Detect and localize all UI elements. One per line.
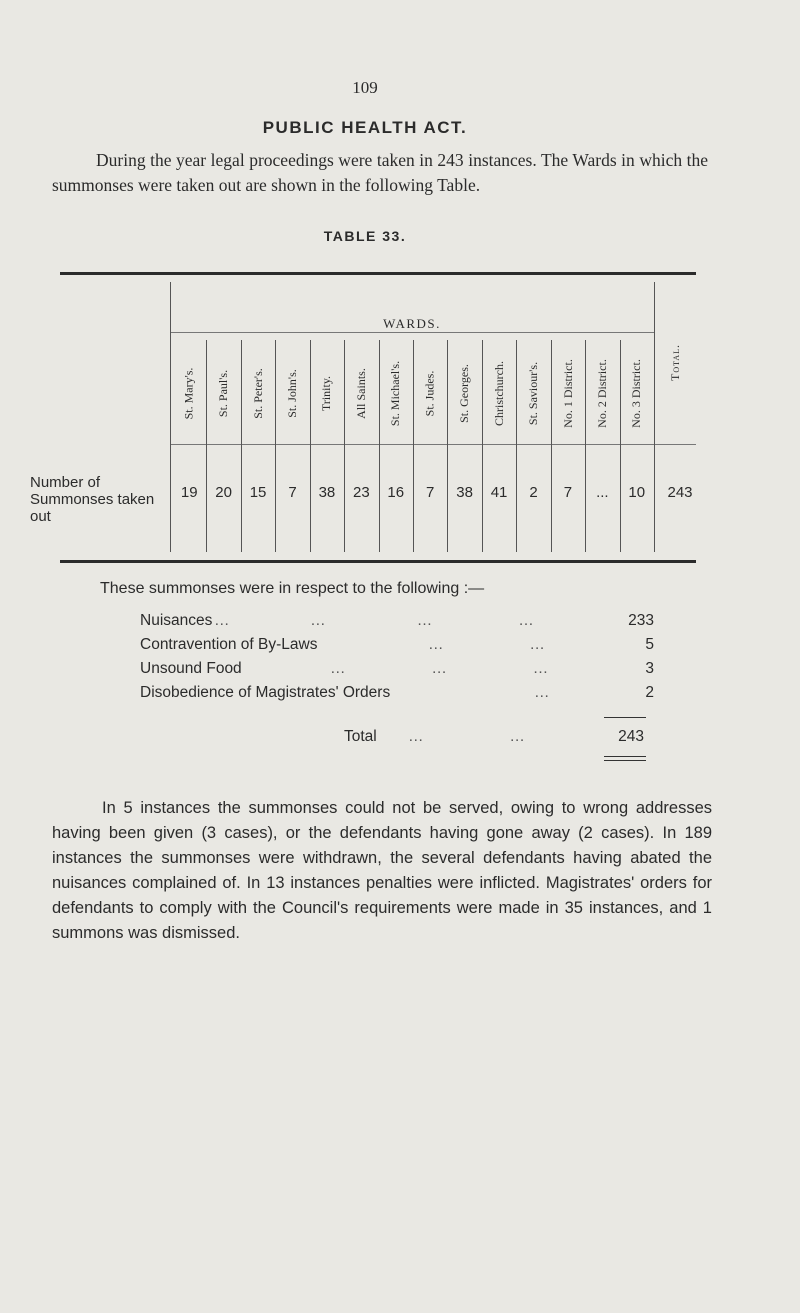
summary-total: [0, 728, 800, 752]
summary-lead: These summonses were in respect to the following :—: [100, 580, 485, 597]
column-divider: [206, 340, 207, 552]
leader-dots: … … …: [330, 660, 550, 677]
total-column-header: Total.: [668, 343, 683, 381]
ward-value-cell: ...: [596, 484, 609, 501]
item-label: Contravention of By-Laws: [140, 636, 318, 653]
item-value: 5: [645, 636, 654, 653]
ward-column-header: St. John's.: [284, 368, 299, 418]
total-cell: 243: [667, 484, 693, 501]
leader-dots: … … … …: [214, 612, 535, 629]
ward-value-cell: 38: [456, 484, 473, 501]
column-divider: [620, 340, 621, 552]
closing-paragraph: In 5 instances the summonses could not be served, owing to wrong addresses having been given (3 cases), or the defendants having gone away (2 cases). In 189 instances the summonses were withdrawn, the several defendants having abated the nuisances complained of. In 13 instances penalties were inflicted. Magistrates' orders for defendants to comply with the Council's requirements were made in 35 instances, and 1 summons was dismissed.: [52, 799, 712, 942]
item-value: 233: [628, 612, 654, 629]
column-divider: [310, 340, 311, 552]
column-divider: [482, 340, 483, 552]
ward-column-header: All Saints.: [353, 367, 368, 419]
row-label: Number of Summonses taken out: [30, 474, 155, 525]
table-caption: TABLE 33.: [323, 228, 407, 244]
column-divider: [447, 340, 448, 552]
ward-value-cell: 10: [628, 484, 646, 501]
wards-header: WARDS.: [383, 316, 441, 331]
ward-value-cell: 19: [180, 484, 198, 501]
ward-value-cell: 7: [563, 484, 573, 501]
table-top-rule: [60, 272, 696, 275]
column-divider: [344, 340, 345, 552]
wards-divider: [170, 332, 654, 333]
ward-value-cell: 20: [215, 484, 232, 501]
summary-item: [0, 684, 800, 708]
ward-column-header: St. Saviour's.: [525, 361, 540, 425]
ward-value-cell: 7: [288, 484, 297, 501]
ward-value-cell: 2: [529, 484, 538, 501]
ward-column-header: St. Mary's.: [181, 367, 196, 419]
table-bottom-rule: [60, 560, 696, 563]
summary-item: [0, 636, 800, 660]
intro-paragraph: During the year legal proceedings were taken in 243 instances. The Wards in which the summonses were taken out are shown in the following Table.: [52, 150, 708, 195]
leader-dots: … …: [408, 728, 526, 745]
ward-column-header: St. Michael's.: [388, 360, 403, 426]
ward-value-cell: 16: [387, 484, 405, 501]
ward-column-header: No. 3 District.: [629, 358, 644, 428]
item-label: Unsound Food: [140, 660, 242, 677]
leader-dots: … …: [428, 636, 546, 653]
page-number: 109: [352, 78, 378, 97]
column-divider: [585, 340, 586, 552]
column-divider: [275, 340, 276, 552]
item-label: Disobedience of Magistrates' Orders: [140, 684, 391, 701]
ward-column-header: Trinity.: [319, 375, 334, 411]
ward-column-header: No. 2 District.: [594, 358, 609, 428]
ward-column-header: St. Peter's.: [250, 367, 265, 419]
ward-column-header: St. Judes.: [422, 370, 437, 416]
ward-value-cell: 38: [318, 484, 336, 501]
total-value: 243: [618, 728, 644, 745]
ward-column-header: No. 1 District.: [560, 358, 575, 428]
ward-column-header: St. Georges.: [457, 363, 472, 423]
item-value: 3: [645, 660, 654, 677]
label-column-divider: [170, 282, 171, 552]
column-divider: [241, 340, 242, 552]
ward-value-cell: 7: [426, 484, 435, 501]
item-value: 2: [645, 684, 654, 701]
column-divider: [413, 340, 414, 552]
summary-item: [0, 660, 800, 684]
ward-column-header: Christchurch.: [491, 360, 506, 426]
ward-value-cell: 41: [490, 484, 508, 501]
column-divider: [516, 340, 517, 552]
total-label: Total: [344, 728, 377, 745]
total-column-divider: [654, 282, 655, 552]
ward-value-cell: 23: [353, 484, 370, 501]
column-divider: [379, 340, 380, 552]
ward-column-header: St. Paul's.: [216, 369, 231, 417]
ward-value-cell: 15: [249, 484, 267, 501]
summonses-table: [30, 272, 696, 564]
summary-item: [0, 612, 800, 636]
leader-dots: …: [534, 684, 551, 701]
double-rule: [604, 756, 646, 761]
item-label: Nuisances: [140, 612, 213, 629]
section-heading: PUBLIC HEALTH ACT.: [262, 118, 468, 137]
column-divider: [551, 340, 552, 552]
sum-rule: [604, 717, 646, 718]
